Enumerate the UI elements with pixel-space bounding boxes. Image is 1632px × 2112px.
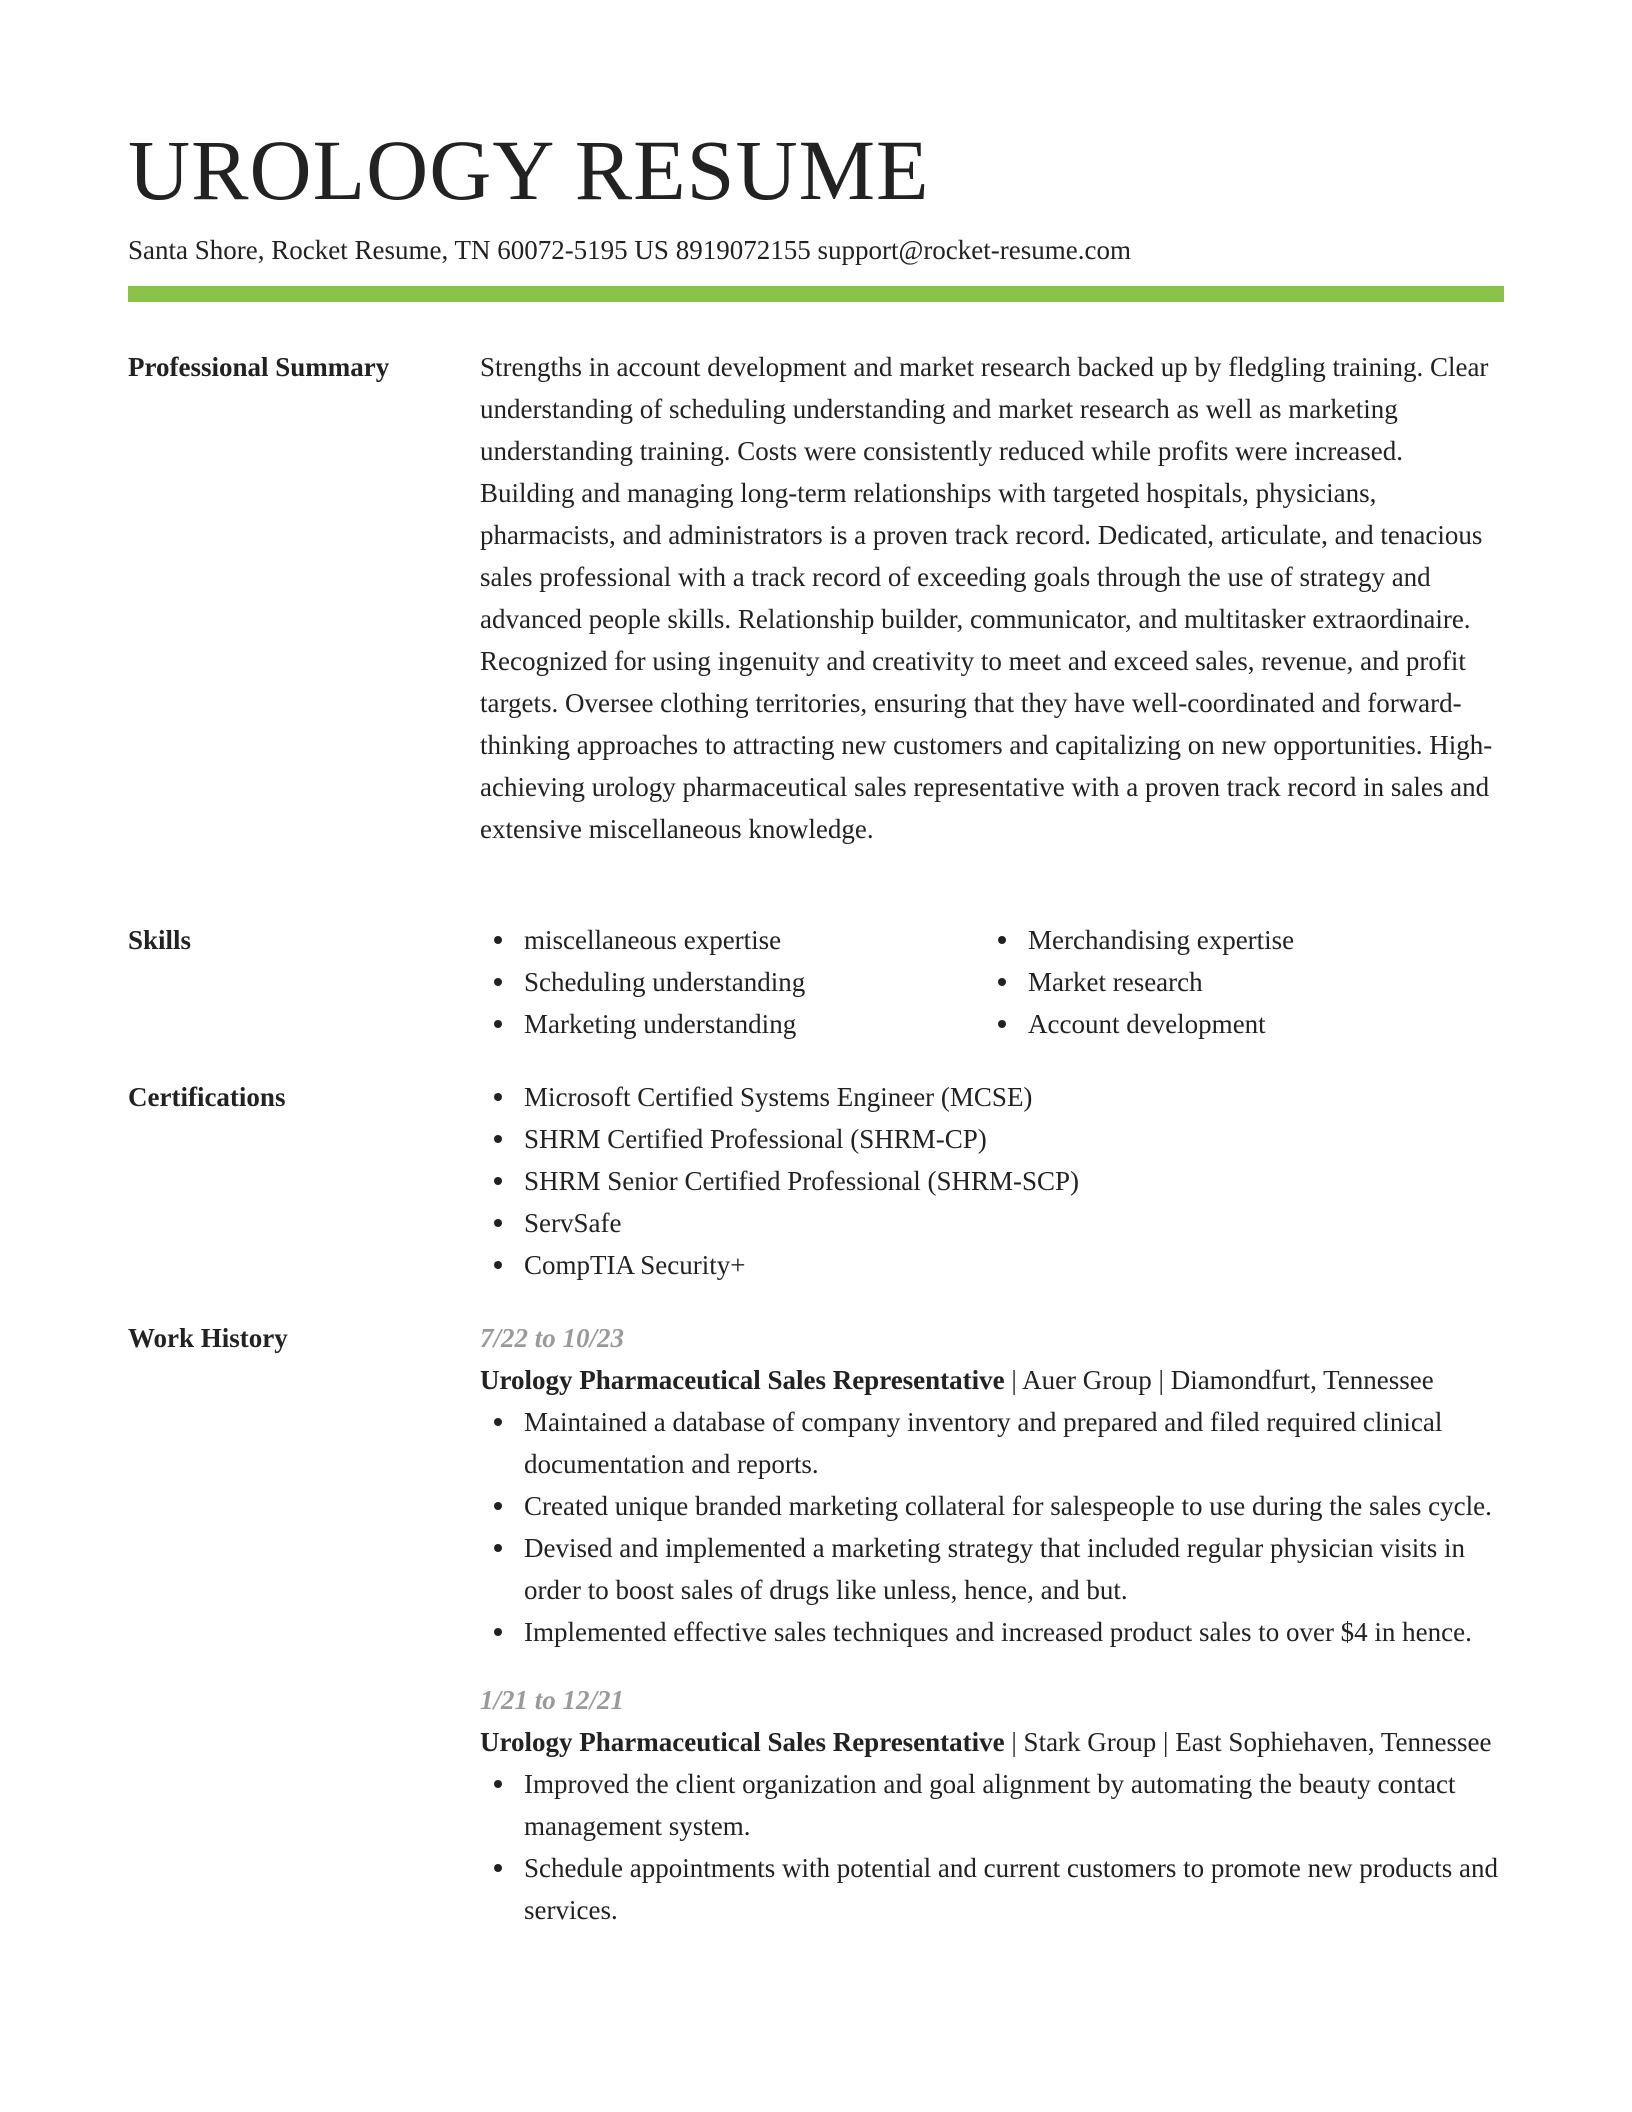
certifications-list	[480, 1076, 1504, 1286]
skill-item: Scheduling understanding	[480, 961, 984, 1003]
skills-columns	[480, 919, 1504, 1045]
skills-list-right	[984, 919, 1488, 1045]
section-heading-summary: Professional Summary	[128, 352, 390, 382]
work-history-body	[480, 1317, 1504, 1931]
job-entry	[480, 1317, 1504, 1653]
certification-item: Microsoft Certified Systems Engineer (MCSE)	[480, 1076, 1504, 1118]
skill-item: miscellaneous expertise	[480, 919, 984, 961]
section-heading-certifications: Certifications	[128, 1082, 286, 1112]
skill-item: Market research	[984, 961, 1488, 1003]
job-details: | Auer Group | Diamondfurt, Tennessee	[1004, 1365, 1434, 1395]
job-bullet: Improved the client organization and goal alignment by automating the beauty contact management system.	[480, 1763, 1504, 1847]
job-bullets	[480, 1401, 1504, 1653]
resume-title: UROLOGY RESUME	[128, 122, 930, 218]
summary-body	[480, 346, 1504, 850]
job-heading	[480, 1721, 1504, 1763]
job-dates: 7/22 to 10/23	[480, 1323, 625, 1353]
job-bullet: Devised and implemented a marketing strategy that included regular physician visits in order to boost sales of drugs like unless, hence, and but.	[480, 1527, 1504, 1611]
certifications-body	[480, 1076, 1504, 1286]
skill-item: Merchandising expertise	[984, 919, 1488, 961]
skill-item: Account development	[984, 1003, 1488, 1045]
summary-text: Strengths in account development and market research backed up by fledgling training. Clear understanding of scheduling understanding and market research as well as marketing understanding training. Costs were consistently reduced while profits were increased. Building and managing long-term relationships with targeted hospitals, physicians, pharmacists, and administrators is a proven track record. Dedicated, articulate, and tenacious sales professional with a track record of exceeding goals through the use of strategy and advanced people skills. Relationship builder, communicator, and multitasker extraordinaire. Recognized for using ingenuity and creativity to meet and exceed sales, revenue, and profit targets. Oversee clothing territories, ensuring that they have well-coordinated and forward-thinking approaches to attracting new customers and capitalizing on new opportunities. High-achieving urology pharmaceutical sales representative with a proven track record in sales and extensive miscellaneous knowledge.	[480, 352, 1493, 844]
job-bullet: Implemented effective sales techniques and increased product sales to over $4 in hence.	[480, 1611, 1504, 1653]
job-details: | Stark Group | East Sophiehaven, Tennessee	[1004, 1727, 1492, 1757]
certification-item: SHRM Certified Professional (SHRM-CP)	[480, 1118, 1504, 1160]
skills-body	[480, 919, 1504, 1045]
job-dates: 1/21 to 12/21	[480, 1685, 625, 1715]
certification-item: ServSafe	[480, 1202, 1504, 1244]
skill-item: Marketing understanding	[480, 1003, 984, 1045]
header-divider	[128, 286, 1504, 302]
contact-info: Santa Shore, Rocket Resume, TN 60072-5195 US 8919072155 support@rocket-resume.com	[128, 235, 1131, 265]
skills-list-left	[480, 919, 984, 1045]
section-heading-skills: Skills	[128, 925, 192, 955]
certification-item: CompTIA Security+	[480, 1244, 1504, 1286]
job-heading	[480, 1359, 1504, 1401]
job-entry	[480, 1679, 1504, 1931]
job-bullets	[480, 1763, 1504, 1931]
job-bullet: Maintained a database of company inventory and prepared and filed required clinical documentation and reports.	[480, 1401, 1504, 1485]
job-title: Urology Pharmaceutical Sales Representative	[480, 1727, 1005, 1757]
job-title: Urology Pharmaceutical Sales Representative	[480, 1365, 1005, 1395]
section-heading-work-history: Work History	[128, 1323, 288, 1353]
job-bullet: Created unique branded marketing collateral for salespeople to use during the sales cycle.	[480, 1485, 1504, 1527]
job-bullet: Schedule appointments with potential and current customers to promote new products and services.	[480, 1847, 1504, 1931]
certification-item: SHRM Senior Certified Professional (SHRM-SCP)	[480, 1160, 1504, 1202]
